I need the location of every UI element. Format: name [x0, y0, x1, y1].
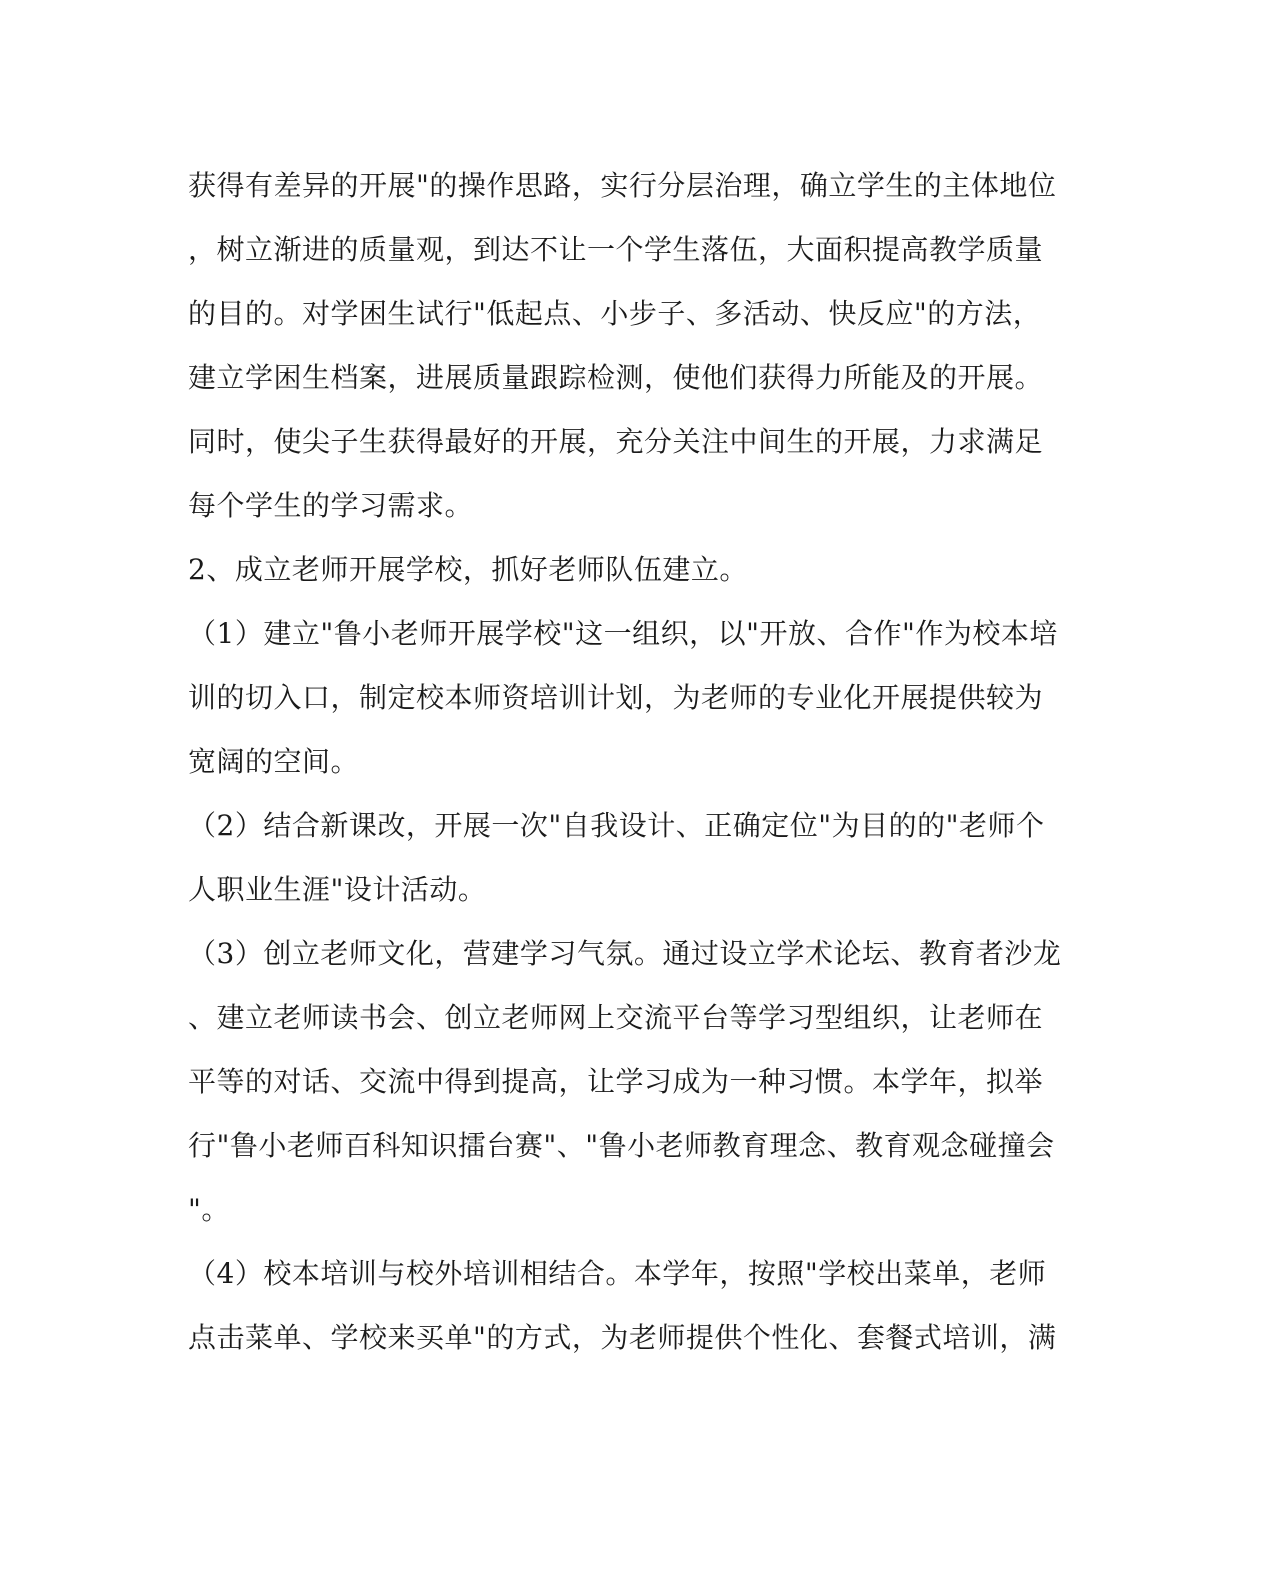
text-line: 获得有差异的开展"的操作思路，实行分层治理，确立学生的主体地位 — [188, 169, 1057, 202]
text-line: （3）创立老师文化，营建学习气氛。通过设立学术论坛、教育者沙龙 — [188, 937, 1062, 970]
text-line: 行"鲁小老师百科知识擂台赛"、"鲁小老师教育理念、教育观念碰撞会 — [188, 1129, 1055, 1162]
text-line: 点击菜单、学校来买单"的方式，为老师提供个性化、套餐式培训，满 — [188, 1321, 1057, 1354]
text-line: ，树立渐进的质量观，到达不让一个学生落伍，大面积提高教学质量 — [188, 233, 1044, 266]
body-text — [188, 158, 1068, 1374]
text-line: 人职业生涯"设计活动。 — [188, 873, 487, 906]
text-line: 同时，使尖子生获得最好的开展，充分关注中间生的开展，力求满足 — [188, 425, 1044, 458]
text-line: 每个学生的学习需求。 — [188, 489, 474, 522]
text-line: 的目的。对学困生试行"低起点、小步子、多活动、快反应"的方法， — [188, 297, 1042, 330]
text-line: （4）校本培训与校外培训相结合。本学年，按照"学校出菜单，老师 — [188, 1257, 1047, 1290]
text-line: （1）建立"鲁小老师开展学校"这一组织，以"开放、合作"作为校本培 — [188, 617, 1058, 650]
text-line: 、建立老师读书会、创立老师网上交流平台等学习型组织，让老师在 — [188, 1001, 1044, 1034]
text-line: 宽阔的空间。 — [188, 745, 360, 778]
text-line: 训的切入口，制定校本师资培训计划，为老师的专业化开展提供较为 — [188, 681, 1044, 714]
text-line: 建立学困生档案，进展质量跟踪检测，使他们获得力所能及的开展。 — [188, 361, 1044, 394]
text-line: （2）结合新课改，开展一次"自我设计、正确定位"为目的的"老师个 — [188, 809, 1045, 842]
section-heading: 2、成立老师开展学校，抓好老师队伍建立。 — [188, 553, 748, 586]
text-line: 平等的对话、交流中得到提高，让学习成为一种习惯。本学年，拟举 — [188, 1065, 1044, 1098]
text-line: "。 — [188, 1193, 230, 1226]
